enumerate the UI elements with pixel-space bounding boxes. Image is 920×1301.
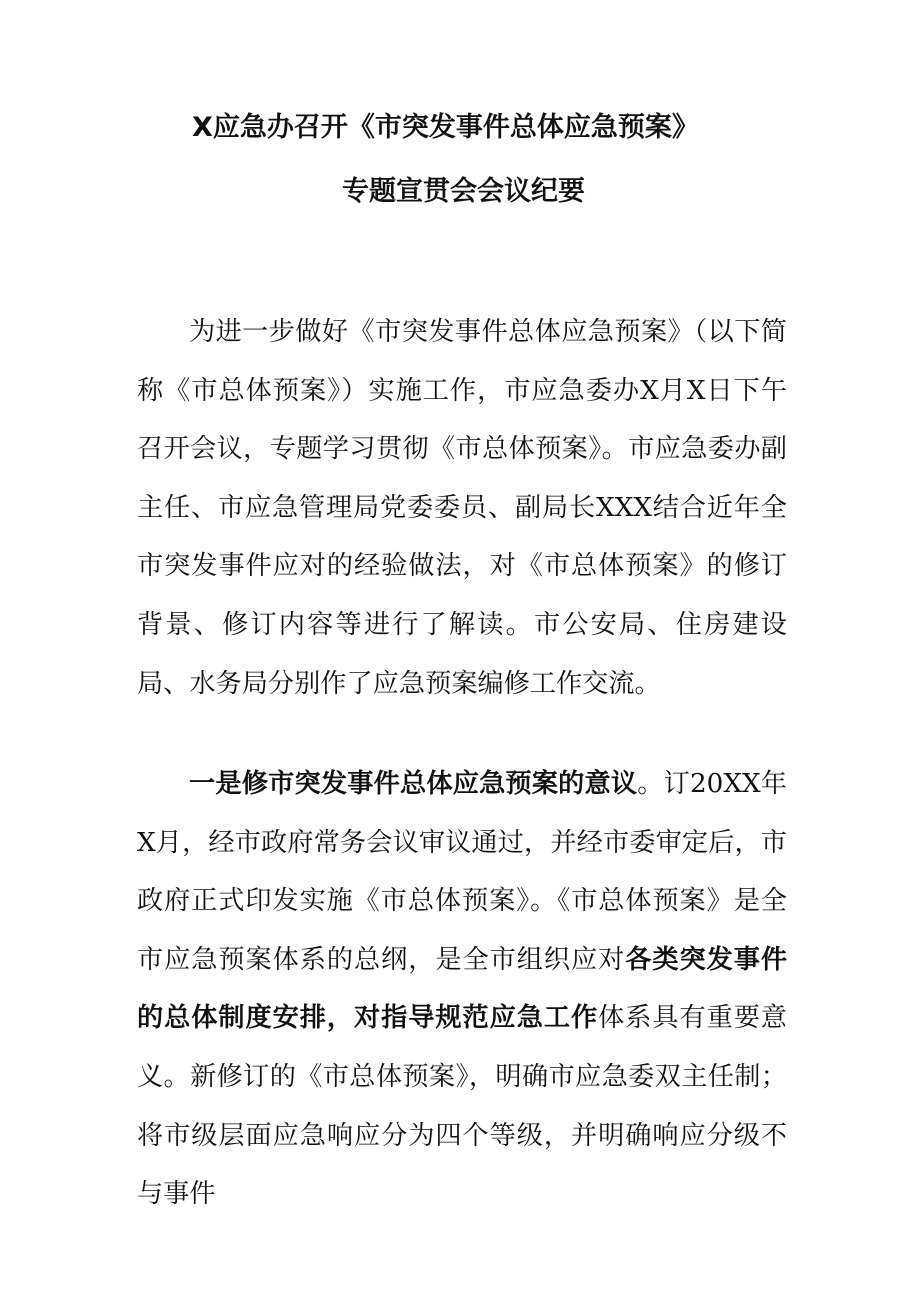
paragraph-significance [137, 755, 787, 1224]
paragraph-heading: 一是修市突发事件总体应急预案的意议 [189, 769, 638, 799]
paragraph-intro: 为进一步做好《市突发事件总体应急预案》（以下简称《市总体预案》）实施工作，市应急委办X月X日下午召开会议，专题学习贯彻《市总体预案》。市应急委办副主任、市应急管理局党委委员、副局长XXX结合近年全市突发事件应对的经验做法，对《市总体预案》的修订背景、修订内容等进行了解读。市公安局、住房建设局、水务局分别作了应急预案编修工作交流。 [137, 317, 787, 699]
document-title-line-1: X应急办召开《市突发事件总体应急预案》 [192, 112, 699, 143]
paragraph-bold-emphasis: 各类突发事件的总体制度安排，对指导规范应急工作 [137, 944, 788, 1034]
paragraph-text-c: 体系具有重要意义。新修订的《市总体预案》，明确市应急委双主任制；将市级层面应急响应分为四个等级，并明确响应分级不与事件 [137, 1003, 787, 1210]
paragraph-text-a: 。订20XX年X月，经市政府常务会议审议通过，并经市委审定后，市政府正式印发实施《市总体预案》。《市总体预案》是全市应急预案体系的总纲，是全市组织应对 [137, 769, 787, 975]
document-title-line-2: 专题宣贯会会议纪要 [342, 176, 585, 207]
